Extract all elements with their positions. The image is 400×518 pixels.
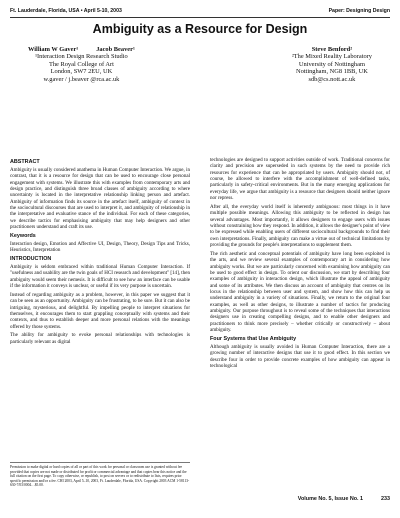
page-footer	[298, 496, 390, 502]
author-name-beaver: Jacob Beaver¹	[96, 46, 135, 53]
body-paragraph: The rich aesthetic and conceptual potentials of ambiguity have long been exploited in the arts, and we review several examples of contemporary art in considering how ambiguity works. But we are particularly concerned with examining how ambiguity can be used to good effect in design. To orient our discussion, we start by describing four examples of ambiguity in interaction design, which illustrate the appeal of ambiguity and some of its attributes. We then discuss an account of ambiguity that centres on its locus in the relationship between user and system, and show how this can help us understand ambiguity in a variety of situations. Finally, we return to the original four examples, as well as other designs, to illustrate a number of tactics for producing ambiguity. Our purpose throughout is to reveal some of the techniques that interactions designers use in creating compelling designs, and to enable other designers and practitioners to think more precisely – whether critically or constructively – about ambiguity.	[210, 251, 390, 334]
author-group-left	[28, 46, 135, 83]
author-name-gaver: William W Gaver¹	[28, 46, 79, 53]
header-track: Paper: Designing Design	[328, 8, 390, 14]
affiliation-line: London, SW7 2EU, UK	[50, 68, 113, 76]
header-venue: Ft. Lauderdale, Florida, USA • April 5-10, 2003	[10, 8, 122, 14]
section-heading: Four Systems that Use Ambiguity	[210, 336, 297, 343]
body-paragraph: After all, the everyday world itself is inherently ambiguous: most things in it have multiple possible meanings. Allowing this ambiguity to be reflected in design has several advantages. Most importantly, it allows designers to engage users with issues without constraining how they respond. In addition, it allows the designer's point of view to be expressed while enabling users of different sociocultural backgrounds to find their own interpretations. Finally, ambiguity can make a virtue out of technical limitations by providing the grounds for people's interpretations to supplement them.	[210, 204, 390, 249]
author-name-benford: Steve Benford²	[311, 46, 353, 53]
keywords-text: Interaction design, Emotion and Affective UI, Design, Theory, Design Tips and Tricks, Heuristics, Interpretation	[10, 240, 190, 254]
body-paragraph: The ability for ambiguity to evoke personal relationships with technologies is particularly relevant as digital	[10, 332, 190, 345]
introduction-heading: INTRODUCTION	[10, 256, 52, 262]
page-number: 233	[381, 496, 390, 502]
right-column	[210, 157, 390, 372]
author-block	[28, 46, 372, 83]
body-paragraph: technologies are designed to support activities outside of work. Traditional concerns for clarity and precision are superseded in such systems by the need to provide rich resources for experience that can be appropriated by users. Ambiguity should not, of course, be allowed to interfere with the accomplishment of well-defined tasks, particularly in safety-critical environments. But in the many emerging applications for everyday life, we argue that ambiguity is a resource that designers should neither ignore nor repress.	[210, 157, 390, 202]
author-email: w.gaver / j.beaver @rca.ac.uk	[43, 75, 120, 83]
keywords-heading: Keywords	[10, 232, 36, 239]
body-paragraph: Although ambiguity is usually avoided in Human Computer Interaction, there are a growing number of interactive designs that use it to good effect. In this section we describe four in order to provide concrete examples of how ambiguity can appear in technological	[210, 343, 390, 369]
abstract-heading: ABSTRACT	[10, 159, 40, 165]
affiliation-line: The Royal College of Art	[48, 60, 114, 68]
copyright-notice: Permission to make digital or hard copies of all or part of this work for personal or classroom use is granted without fee provided that copies are not made or distributed for profit or commercial advantage and that copies bear this notice and the full citation on the first page. To copy otherwise, or republish, to post on servers or to redistribute to lists, requires prior specific permission and/or a fee. CHI 2003, April 5–10, 2003, Ft. Lauderdale, Florida, USA. Copyright 2003 ACM 1-58113-630-7/03/0004…$5.00.	[10, 462, 190, 488]
paper-title: Ambiguity as a Resource for Design	[92, 22, 308, 36]
left-column	[10, 157, 190, 348]
body-paragraph: Instead of regarding ambiguity as a problem, however, in this paper we suggest that it can be seen as an opportunity. Ambiguity can be frustrating, to be sure. But it can also be intriguing, mysterious, and delightful. By impelling people to interpret situations for themselves, it encourages them to start grappling conceptually with systems and their contexts, and thus to establish deeper and more personal relations with the meanings offered by those systems.	[10, 291, 190, 330]
affiliation-line: Nottingham, NG8 1BB, UK	[295, 68, 368, 76]
affiliation-line: University of Nottingham	[298, 60, 365, 68]
author-names-left	[28, 46, 135, 53]
body-paragraph: Ambiguity is seldom embraced within traditional Human Computer Interaction. If "usefulness and usability are the twin goals of HCI research and development" [14], then ambiguity would seem their nemesis. It is difficult to see how an interface can be usable if the information it conveys is unclear, or useful if its very purpose is uncertain.	[10, 263, 190, 289]
affiliation-line: ²The Mixed Reality Laboratory	[291, 53, 372, 61]
author-group-right	[292, 46, 372, 83]
affiliation-line: ¹Interaction Design Research Studio	[35, 53, 128, 61]
author-email: sdb@cs.nott.ac.uk	[308, 75, 356, 83]
volume-issue: Volume No. 5, Issue No. 1	[297, 496, 363, 502]
abstract-text: Ambiguity is usually considered anathema in Human Computer Interaction. We argue, in contrast, that it is a resource for design that can be used to encourage close personal engagement with systems. We illustrate this with examples from contemporary arts and design practice, and distinguish three broad classes of ambiguity according to where uncertainty is located in the interpretative relationship linking person and artefact. Ambiguity of information finds its source in the artefact itself, ambiguity of context in the sociocultural discourses that are used to interpret it, and ambiguity of relationship in the interpretative and evaluative stance of the individual. For each of these categories, we describe tactics for emphasising ambiguity that may help designers and other practitioners understand and craft its use.	[10, 166, 190, 230]
running-header	[10, 6, 390, 18]
